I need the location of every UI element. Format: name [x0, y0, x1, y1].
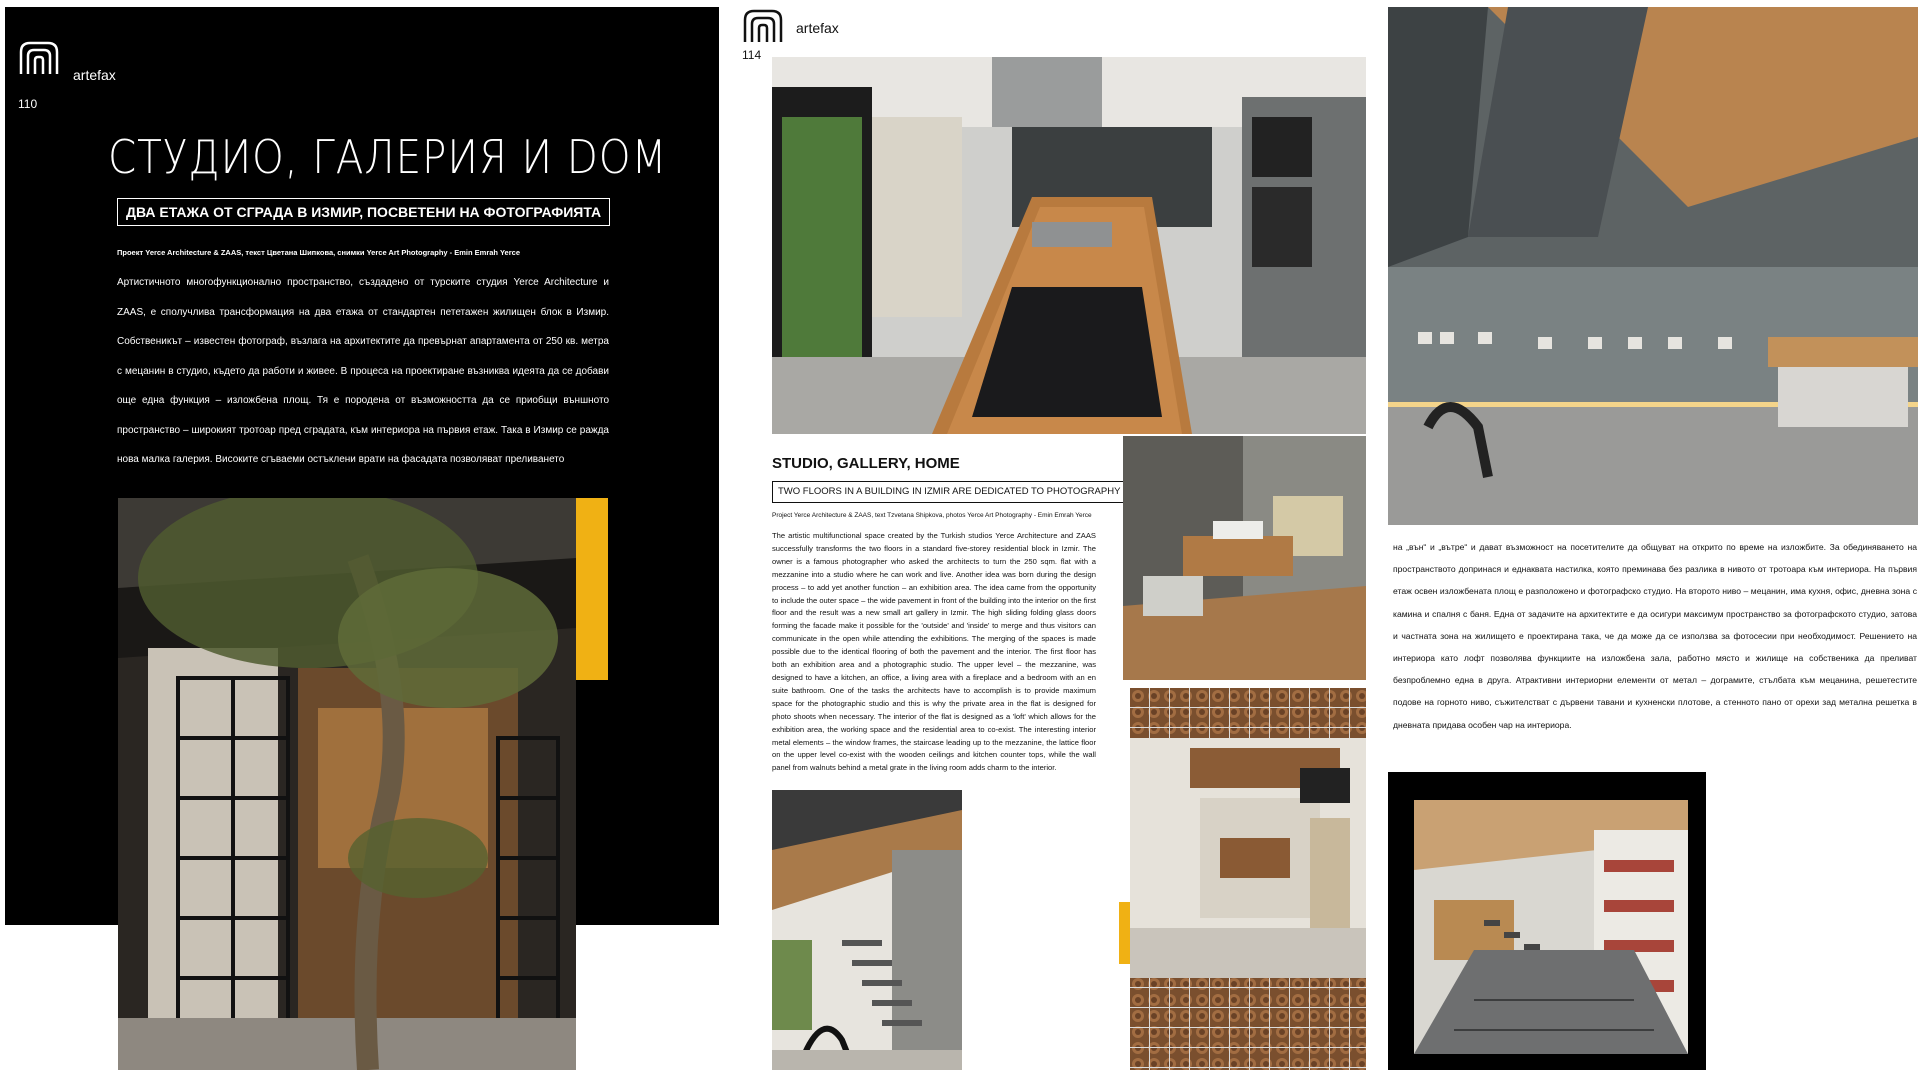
- article-title-bg: СТУДИО, ГАЛЕРИЯ И DOM: [108, 130, 668, 184]
- mezzanine-library-photo: [1414, 800, 1688, 1054]
- living-room-walnut-wall-photo: [1130, 688, 1366, 1070]
- bathroom-photo: [1123, 436, 1366, 680]
- article-credits-bg: Проект Yerce Architecture & ZAAS, текст Цветана Шипкова, снимки Yerce Art Photography - Emin Emrah Yerce: [117, 248, 520, 257]
- artefax-logo-icon: [18, 40, 60, 76]
- brand-name: artefax: [73, 67, 116, 83]
- staircase-photo: [772, 790, 962, 1070]
- gallery-loft-photo: [1388, 7, 1918, 525]
- kitchen-island-photo: [772, 57, 1366, 434]
- page-number: 110: [18, 97, 38, 111]
- article-subtitle-bg: ДВА ЕТАЖА ОТ СГРАДА В ИЗМИР, ПОСВЕТЕНИ НА ФОТОГРАФИЯТА: [117, 198, 610, 226]
- article-title-en: STUDIO, GALLERY, HOME: [772, 455, 960, 472]
- artefax-logo-icon: [742, 8, 784, 44]
- article-body-bg: Артистичното многофункционално пространство, създадено от турските студия Yerce Architecture и ZAAS, е сполучлива трансформация на два етажа от стандартен пететажен жилищен блок в Измир. Собственикът – известен фотограф, възлага на архитектите да превърнат апартамента от 250 кв. метра с мецанин в студио, където да работи и живее. В процеса на проектиране възниква идеята да се добави още една функция – изложбена площ. Тя е породена от възможността да се приобщи външното пространство – широкият тротоар пред сградата, към интериора на първия етаж. Така в Измир се ражда нова малка галерия. Високите сгъваеми остъклени врати на фасадата позволяват преливането: [117, 277, 609, 465]
- facade-tree-photo: [118, 498, 576, 1070]
- article-body-bg-continued: на „вън“ и „вътре“ и дават възможност на посетителите да общуват на открито по време на изложбите. За обединяването на пространството допринася и еднаквата настилка, която преминава без разлика в нивото от тротоара към интериора. На първия етаж освен изложбената площ е разположено и фотографско студио. На второто ниво – мецанин, има кухня, офис, дневна зона с камина и спалня с баня. Една от задачите на архитектите е да осигури максимум пространство за фотографското студио, затова и частната зона на жилището е проектирана така, че да може да се използва за фотосесии при необходимост. Решението на интериора като лофт позволява функциите на изложбена зала, работно място и жилище на собственика да преливат безпроблемно една в друга. Атрактивни интериорни елементи от метал – дограмите, стълбата към мецанина, решетестите подове на горното ниво, съжителстват с дървени тавани и кухненски плотове, а стенното пано от орехи зад метална решетка в дневната придава особен чар на интериора.: [1393, 542, 1917, 730]
- article-body-en: The artistic multifunctional space created by the Turkish studios Yerce Architecture and ZAAS successfully transforms the two floors in a standard five-storey residential block in Izmir. The owner is a famous photographer who asked the architects to turn the 250 sqm. flat with a mezzanine into a studio where he can work and live. Another idea was born during the design process – to add yet another function – an exhibition area. The idea came from the opportunity to include the outer space – the wide pavement in front of the building into the interior on the first floor and the result was a new small art gallery in Izmir. The high sliding folding glass doors forming the facade make it possible for the 'outside' and 'inside' to merge and thus visitors can communicate in the open while attending the exhibitions. The merging of the spaces is made possible due to the identical flooring of both the pavement and the interior. The first floor has both an exhibition area and a photographic studio. The upper level – the mezzanine, was designed to have a kitchen, an office, a living area with a fireplace and a bedroom with an en suite bathroom. One of the tasks the architects have to accomplish is to provide maximum space for the photographic studio and this is why the private area in the flat is designed for photo shoots when necessary. The interior of the flat is designed as a 'loft' which allows for the exhibition area, the working space and the residential area to co-exist. The interesting interior metal elements – the window frames, the staircase leading up to the mezzanine, the lattice floor on the upper level co-exist with the wooden ceilings and kitchen counter tops, while the wall panel from walnuts behind a metal grate in the living room adds charm to the interior.: [772, 531, 1096, 773]
- page-number: 114: [742, 48, 762, 62]
- brand-name: artefax: [796, 20, 839, 36]
- article-subtitle-en: TWO FLOORS IN A BUILDING IN IZMIR ARE DEDICATED TO PHOTOGRAPHY: [772, 481, 1126, 503]
- article-credits-en: Project Yerce Architecture & ZAAS, text Tzvetana Shipkova, photos Yerce Art Photography - Emin Emrah Yerce: [772, 512, 1092, 519]
